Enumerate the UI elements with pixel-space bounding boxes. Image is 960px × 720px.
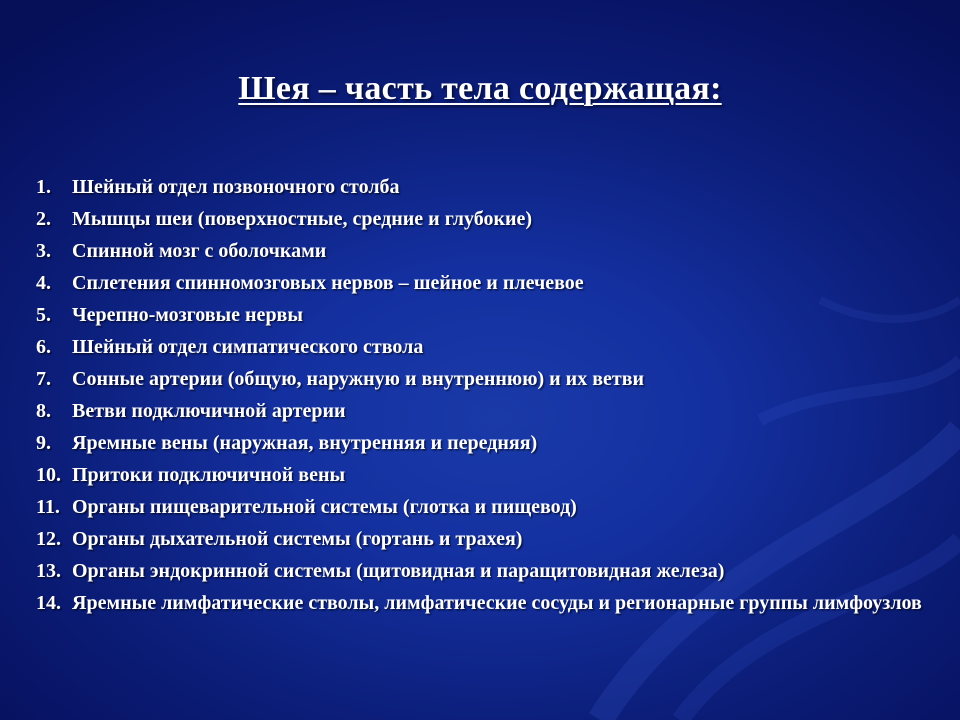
list-item-text: Органы пищеварительной системы (глотка и пищевод) [72,496,577,518]
list-item-text: Черепно-мозговые нервы [72,304,303,326]
content-list [36,171,952,619]
list-item-number: 13. [36,560,61,582]
list-item-number: 2. [36,208,51,230]
list-item-number: 9. [36,432,51,454]
list-item [36,427,952,459]
list-item [36,363,952,395]
list-item [36,299,952,331]
list-item-number: 3. [36,240,51,262]
list-item [36,267,952,299]
list-item-text: Яремные лимфатические стволы, лимфатические сосуды и регионарные группы лимфоузлов [72,592,922,614]
list-item-number: 1. [36,176,51,198]
list-item-number: 4. [36,272,51,294]
slide-title: Шея – часть тела содержащая: [238,70,722,107]
list-item-number: 10. [36,464,61,486]
list-item-number: 14. [36,592,61,614]
list-item [36,331,952,363]
list-item [36,491,952,523]
list-item-number: 6. [36,336,51,358]
list-item [36,235,952,267]
list-item [36,523,952,555]
list-item-text: Сонные артерии (общую, наружную и внутреннюю) и их ветви [72,368,645,390]
list-item-number: 12. [36,528,61,550]
list-item-text: Шейный отдел симпатического ствола [72,336,424,358]
list-item-text: Органы эндокринной системы (щитовидная и паращитовидная железа) [72,560,725,582]
list-item-text: Органы дыхательной системы (гортань и трахея) [72,528,523,550]
list-item-text: Ветви подключичной артерии [72,400,346,422]
list-item-number: 11. [36,496,60,518]
list-item [36,203,952,235]
list-item-text: Мышцы шеи (поверхностные, средние и глубокие) [72,208,533,230]
list-item [36,587,952,619]
list-item-number: 8. [36,400,51,422]
list-item-number: 7. [36,368,51,390]
list-item-number: 5. [36,304,51,326]
list-item [36,555,952,587]
list-item [36,171,952,203]
list-item [36,395,952,427]
list-item-text: Шейный отдел позвоночного столба [72,176,400,198]
list-item-text: Спинной мозг с оболочками [72,240,327,262]
list-item-text: Притоки подключичной вены [72,464,346,486]
list-item [36,459,952,491]
list-item-text: Яремные вены (наружная, внутренняя и передняя) [72,432,538,454]
list-item-text: Сплетения спинномозговых нервов – шейное и плечевое [72,272,584,294]
